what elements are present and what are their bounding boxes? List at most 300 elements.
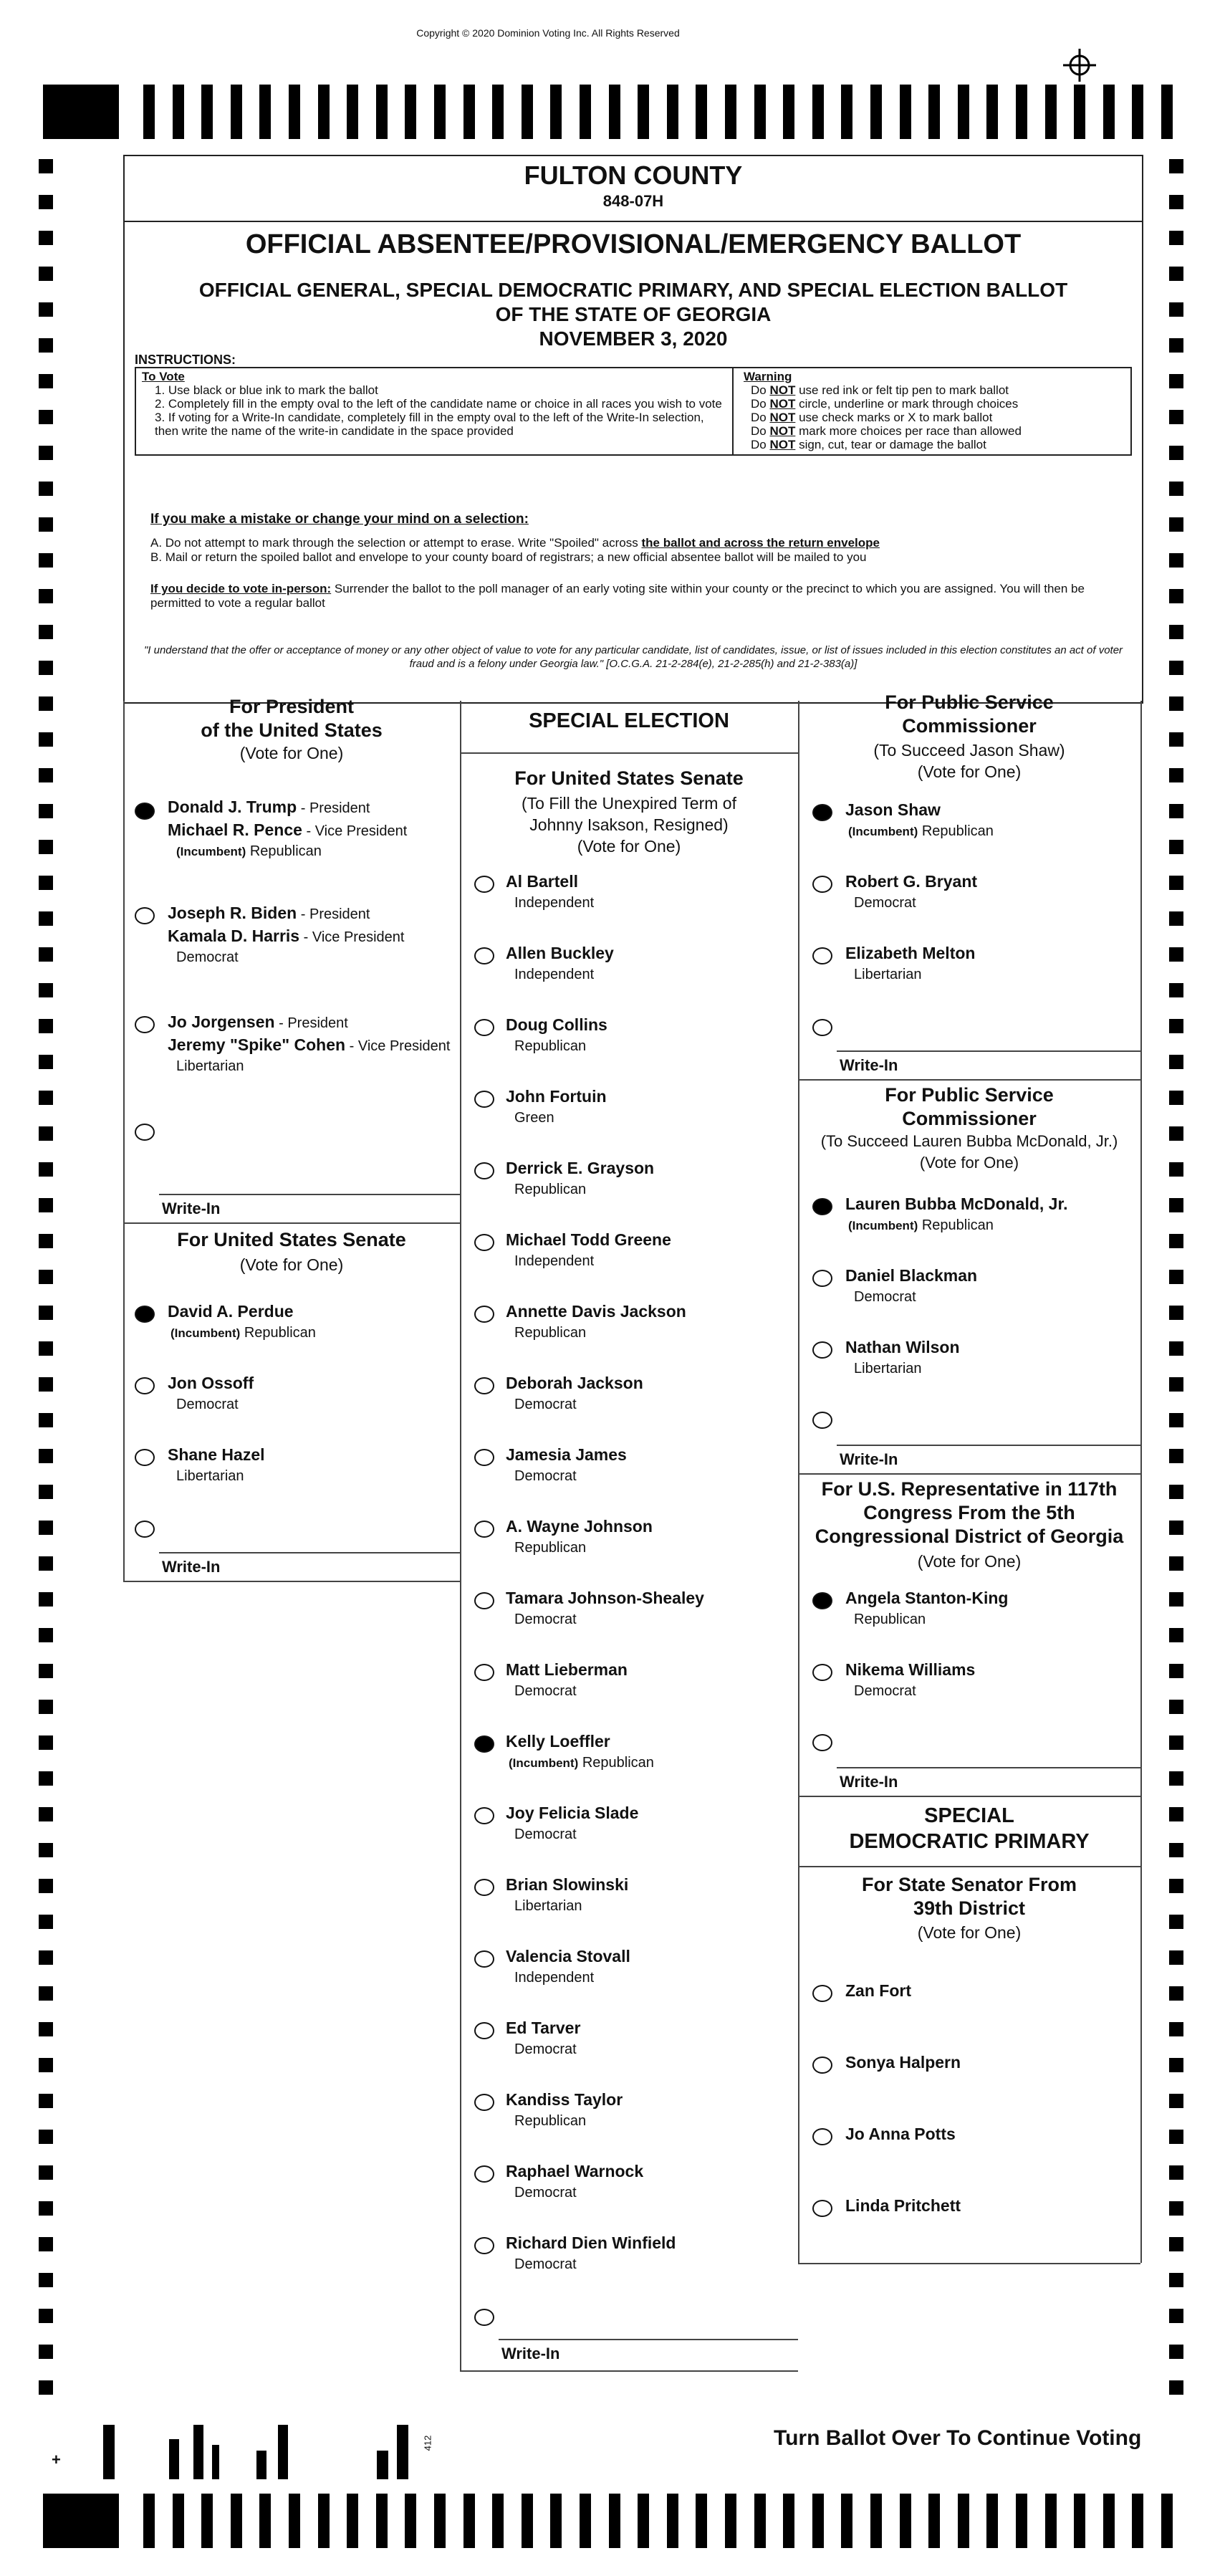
senate-oval-write-in[interactable] (135, 1521, 155, 1538)
psc-shaw-oval-shaw[interactable] (812, 804, 832, 821)
special-senate-oval-write-in[interactable] (474, 2309, 494, 2326)
special-senate-oval[interactable] (474, 1735, 494, 1753)
to-vote-instructions (136, 368, 734, 454)
timing-mark (289, 2494, 300, 2548)
president-oval-write-in[interactable] (135, 1124, 155, 1141)
timing-marks-bottom (43, 2494, 1189, 2548)
side-timing-mark (39, 768, 53, 782)
timing-mark (725, 2494, 736, 2548)
timing-mark (986, 2494, 998, 2548)
president-oval-biden[interactable] (135, 907, 155, 924)
subtitle-line-2: OF THE STATE OF GEORGIA (495, 303, 772, 325)
side-timing-mark (39, 661, 53, 675)
special-senate-oval[interactable] (474, 1950, 494, 1968)
senate-race-bottom-rule (123, 1581, 460, 1582)
candidate-pence: Michael R. Pence - Vice President (168, 820, 408, 839)
side-timing-mark (1169, 553, 1183, 568)
side-timing-mark (1169, 2309, 1183, 2323)
president-oval-trump[interactable] (135, 803, 155, 820)
warning-item: Do NOT use red ink or felt tip pen to mark ballot (751, 383, 1009, 397)
side-timing-mark (1169, 338, 1183, 353)
party-biden: Democrat (176, 949, 239, 965)
timing-mark (900, 2494, 911, 2548)
county-name: FULTON COUNTY (524, 161, 743, 190)
special-senate-candidate-party: Republican (514, 1182, 587, 1197)
state-senate-oval-potts[interactable] (812, 2128, 832, 2145)
timing-mark (550, 85, 562, 139)
special-senate-candidate-name: Derrick E. Grayson (506, 1159, 655, 1177)
mistake-step-a-emphasis: the ballot and across the return envelope (641, 536, 880, 550)
special-senate-candidate-name: A. Wayne Johnson (506, 1517, 653, 1536)
timing-mark (259, 85, 271, 139)
ballot-header (123, 155, 1143, 704)
candidate-pritchett: Linda Pritchett (845, 2196, 961, 2215)
header-divider (125, 221, 1142, 222)
party-williams: Democrat (854, 1683, 916, 1699)
timing-mark (754, 2494, 766, 2548)
candidate-stanton-king: Angela Stanton-King (845, 1589, 1009, 1607)
special-senate-candidate-name: Kelly Loeffler (506, 1732, 610, 1751)
president-title-line-1: For President (229, 696, 355, 717)
us-senate-vote-for: (Vote for One) (239, 1255, 344, 1274)
election-date: NOVEMBER 3, 2020 (539, 327, 728, 350)
timing-mark (43, 2494, 119, 2548)
barcode-bar (193, 2425, 203, 2479)
side-timing-mark (39, 732, 53, 747)
timing-mark (609, 85, 620, 139)
party-wilson: Libertarian (854, 1361, 922, 1376)
side-timing-mark (39, 2380, 53, 2395)
to-vote-step: 2. Completely fill in the empty oval to the left of the candidate name or choice in all races you wish to vote (155, 397, 722, 411)
side-timing-mark (1169, 804, 1183, 818)
candidate-jorgensen: Jo Jorgensen - President (168, 1012, 348, 1031)
side-timing-mark (39, 374, 53, 388)
side-timing-mark (39, 159, 53, 173)
psc-shaw-oval-bryant[interactable] (812, 876, 832, 893)
registration-plus-icon: + (52, 2451, 61, 2469)
side-timing-mark (39, 1270, 53, 1284)
special-senate-candidate-party: Democrat (514, 1826, 577, 1842)
in-person-heading: If you decide to vote in-person: (150, 582, 332, 595)
special-senate-candidate-party: Republican (514, 1038, 587, 1054)
us-rep-title-line-3: Congressional District of Georgia (815, 1526, 1124, 1547)
special-senate-candidate-party: Democrat (514, 2256, 577, 2272)
timing-marks-top (43, 85, 1189, 139)
side-timing-mark (39, 1341, 53, 1356)
timing-mark (405, 85, 416, 139)
barcode-bar (278, 2425, 288, 2479)
side-timing-mark (1169, 2273, 1183, 2287)
psc-shaw-write-in-line (837, 1050, 1140, 1052)
timing-mark (405, 2494, 416, 2548)
party-hazel: Libertarian (176, 1468, 244, 1484)
president-race-bottom-rule (123, 1222, 460, 1224)
special-senate-oval[interactable] (474, 1234, 494, 1251)
timing-mark (1016, 2494, 1027, 2548)
special-senate-oval[interactable] (474, 1019, 494, 1036)
side-timing-mark (1169, 1270, 1183, 1284)
special-senate-candidate-name: Al Bartell (506, 872, 578, 891)
psc-shaw-title-line-2: Commissioner (902, 715, 1037, 737)
candidate-trump: Donald J. Trump - President (168, 798, 370, 816)
timing-mark (231, 85, 242, 139)
psc-mcdonald-oval-blackman[interactable] (812, 1270, 832, 1287)
candidate-harris: Kamala D. Harris - Vice President (168, 927, 405, 945)
special-senate-oval[interactable] (474, 1879, 494, 1896)
special-senate-oval[interactable] (474, 1449, 494, 1466)
special-senate-candidate-party: Democrat (514, 2041, 577, 2057)
psc-shaw-note-text: (To Succeed Jason Shaw) (873, 741, 1065, 760)
timing-mark (841, 85, 852, 139)
in-person-text: Surrender the ballot to the poll manager of an early voting site within your county or the precinct to which you are assigned. You will then be permitted to vote a regular ballot (150, 582, 1085, 610)
special-senate-candidate-party: Democrat (514, 1683, 577, 1699)
timing-mark (173, 85, 184, 139)
side-timing-mark (39, 1019, 53, 1033)
timing-mark (231, 2494, 242, 2548)
barcode-bar (103, 2425, 115, 2479)
side-timing-mark (1169, 1306, 1183, 1320)
side-timing-mark (39, 2094, 53, 2108)
turn-over-notice: Turn Ballot Over To Continue Voting (774, 2426, 1142, 2450)
side-timing-mark (39, 2345, 53, 2359)
side-timing-mark (1169, 947, 1183, 962)
mistake-heading: If you make a mistake or change your mind on a selection: (150, 512, 529, 527)
special-senate-note-line-1: (To Fill the Unexpired Term of (522, 794, 736, 813)
side-timing-mark (1169, 983, 1183, 997)
us-rep-oval-stanton-king[interactable] (812, 1592, 832, 1609)
side-timing-mark (39, 589, 53, 603)
side-timing-mark (1169, 1915, 1183, 1929)
timing-mark (783, 2494, 794, 2548)
party-trump: (Incumbent) Republican (176, 843, 322, 859)
subtitle-line-1: OFFICIAL GENERAL, SPECIAL DEMOCRATIC PRIMARY, AND SPECIAL ELECTION BALLOT (198, 279, 1068, 301)
side-timing-mark (39, 2273, 53, 2287)
side-timing-mark (39, 1700, 53, 1714)
side-timing-mark (1169, 1592, 1183, 1607)
mistake-step-b: B. Mail or return the spoiled ballot and envelope to your county board of registrars; a new official absentee ballot will be mailed to you (150, 550, 867, 564)
side-timing-mark (39, 267, 53, 281)
side-timing-mark (1169, 2237, 1183, 2251)
timing-mark (841, 2494, 852, 2548)
psc-shaw-oval-melton[interactable] (812, 947, 832, 964)
timing-mark (201, 2494, 213, 2548)
us-rep-vote-for: (Vote for One) (917, 1552, 1022, 1571)
column-1-left-rule (123, 701, 125, 1582)
side-timing-mark (1169, 1879, 1183, 1893)
party-bryant: Democrat (854, 895, 916, 911)
candidate-bryant: Robert G. Bryant (845, 872, 978, 891)
special-senate-oval[interactable] (474, 876, 494, 893)
us-senate-race-title: For United States Senate (177, 1229, 406, 1250)
special-senate-candidate-name: Matt Lieberman (506, 1660, 628, 1679)
side-timing-mark (1169, 876, 1183, 890)
side-timing-mark (1169, 1341, 1183, 1356)
side-timing-mark (39, 840, 53, 854)
timing-mark (492, 85, 504, 139)
to-vote-heading: To Vote (142, 370, 185, 383)
side-timing-mark (1169, 1198, 1183, 1212)
timing-mark (725, 85, 736, 139)
special-senate-candidate-party: Republican (514, 1325, 587, 1341)
side-timing-mark (1169, 840, 1183, 854)
special-senate-write-in-label: Write-In (501, 2345, 560, 2362)
candidate-ossoff: Jon Ossoff (168, 1374, 254, 1392)
side-timing-mark (1169, 1843, 1183, 1857)
timing-mark (667, 85, 678, 139)
psc-mcdonald-oval-mcdonald[interactable] (812, 1198, 832, 1215)
side-timing-mark (39, 876, 53, 890)
timing-mark (900, 85, 911, 139)
timing-mark (1074, 85, 1085, 139)
special-senate-write-in-line (499, 2339, 798, 2340)
side-timing-mark (1169, 661, 1183, 675)
side-timing-mark (1169, 1628, 1183, 1642)
timing-mark (986, 85, 998, 139)
senate-oval-ossoff[interactable] (135, 1377, 155, 1394)
special-senate-candidate-party: Republican (514, 1540, 587, 1556)
special-senate-candidate-name: Deborah Jackson (506, 1374, 643, 1392)
timing-mark (696, 2494, 707, 2548)
us-rep-bottom-rule (798, 1796, 1140, 1797)
timing-mark (870, 2494, 882, 2548)
party-melton: Libertarian (854, 967, 922, 982)
timing-mark (1103, 2494, 1115, 2548)
barcode-bar (169, 2439, 179, 2479)
special-senate-oval[interactable] (474, 2237, 494, 2254)
side-timing-mark (39, 195, 53, 209)
special-senate-candidate-party: Independent (514, 1970, 595, 1986)
side-timing-mark (39, 911, 53, 926)
timing-mark (812, 85, 824, 139)
side-timing-mark (1169, 1735, 1183, 1750)
timing-mark (201, 85, 213, 139)
side-timing-mark (1169, 2380, 1183, 2395)
side-timing-mark (1169, 2094, 1183, 2108)
candidate-halpern: Sonya Halpern (845, 2053, 961, 2072)
ballot-subtitle (125, 278, 1142, 351)
side-timing-mark (1169, 1950, 1183, 1965)
side-timing-mark (1169, 302, 1183, 317)
psc-shaw-note (798, 739, 1140, 782)
timing-mark (463, 2494, 475, 2548)
special-election-heading-rule (460, 752, 798, 754)
state-senate-oval-fort[interactable] (812, 1985, 832, 2002)
column-2-left-rule (460, 752, 461, 2372)
us-rep-write-in-label: Write-In (840, 1773, 898, 1791)
sheet-number: 412 (422, 2435, 433, 2451)
side-timing-mark (39, 2309, 53, 2323)
special-primary-heading-rule (798, 1866, 1140, 1867)
side-timing-mark (1169, 589, 1183, 603)
side-timing-mark (1169, 1377, 1183, 1392)
special-senate-vote-for: (Vote for One) (577, 837, 681, 856)
special-senate-candidate-party: Independent (514, 967, 595, 982)
psc-shaw-oval-write-in[interactable] (812, 1019, 832, 1036)
side-timing-mark (39, 1413, 53, 1427)
special-senate-candidate-party: Democrat (514, 1397, 577, 1412)
special-senate-oval[interactable] (474, 1377, 494, 1394)
side-timing-mark (39, 302, 53, 317)
state-senate-title-line-2: 39th District (913, 1897, 1026, 1919)
candidate-perdue: David A. Perdue (168, 1302, 294, 1321)
side-timing-mark (1169, 1556, 1183, 1571)
president-race-title (123, 695, 460, 742)
candidate-potts: Jo Anna Potts (845, 2125, 956, 2143)
side-timing-mark (39, 696, 53, 711)
timing-mark (463, 85, 475, 139)
state-senate-bottom-rule (798, 2263, 1140, 2264)
special-senate-oval[interactable] (474, 1807, 494, 1824)
side-timing-mark (39, 2022, 53, 2036)
candidate-melton: Elizabeth Melton (845, 944, 976, 962)
us-rep-oval-williams[interactable] (812, 1664, 832, 1681)
special-election-heading: SPECIAL ELECTION (529, 709, 729, 732)
column-3-right-rule (1140, 701, 1142, 2263)
senate-oval-hazel[interactable] (135, 1449, 155, 1466)
special-senate-candidate-name: Kandiss Taylor (506, 2090, 623, 2109)
special-senate-oval[interactable] (474, 1162, 494, 1179)
warning-item: Do NOT sign, cut, tear or damage the ballot (751, 438, 986, 451)
special-primary-heading-line-1: SPECIAL (924, 1804, 1014, 1827)
psc-mcdonald-note (798, 1131, 1140, 1174)
special-senate-candidate-party: Democrat (514, 1612, 577, 1627)
side-timing-mark (1169, 1771, 1183, 1786)
side-timing-mark (39, 338, 53, 353)
special-senate-oval[interactable] (474, 2022, 494, 2039)
side-timing-mark (39, 231, 53, 245)
timing-mark (958, 2494, 969, 2548)
psc-mcdonald-title-line-2: Commissioner (902, 1108, 1037, 1129)
timing-mark (1132, 85, 1143, 139)
timing-mark (609, 2494, 620, 2548)
side-timing-mark (39, 1879, 53, 1893)
timing-mark (434, 2494, 446, 2548)
special-senate-note-line-2: Johnny Isakson, Resigned) (529, 815, 729, 834)
psc-mcdonald-note-text: (To Succeed Lauren Bubba McDonald, Jr.) (820, 1132, 1118, 1150)
voter-fraud-statement: "I understand that the offer or acceptance of money or any other object of value to vote for any particular candidate, list of candidates, issue, or list of issues included in this election constitutes an act of voter fraud and is a felony under Georgia law." [O.C.G.A. 21-2-284(e), 21-2-285(h) and 21-2-383(a)] (143, 644, 1123, 670)
side-timing-mark (39, 947, 53, 962)
special-senate-candidate-name: Allen Buckley (506, 944, 614, 962)
barcode-bar (397, 2425, 408, 2479)
senate-write-in-line (159, 1552, 460, 1553)
side-timing-mark (39, 517, 53, 532)
timing-mark (43, 85, 119, 139)
president-vote-for: (Vote for One) (239, 744, 344, 762)
candidate-blackman: Daniel Blackman (845, 1266, 978, 1285)
psc-mcdonald-write-in-line (837, 1445, 1140, 1446)
side-timing-mark (39, 1986, 53, 2001)
ballot-style-code: 848-07H (602, 192, 664, 210)
candidate-hazel: Shane Hazel (168, 1445, 265, 1464)
state-senate-oval-pritchett[interactable] (812, 2200, 832, 2217)
timing-mark (173, 2494, 184, 2548)
special-senate-oval[interactable] (474, 1521, 494, 1538)
special-senate-candidate-name: Ed Tarver (506, 2019, 581, 2037)
side-timing-mark (39, 1771, 53, 1786)
special-senate-oval[interactable] (474, 1592, 494, 1609)
side-marks-left (39, 0, 53, 2576)
timing-mark (522, 2494, 533, 2548)
special-senate-oval[interactable] (474, 2094, 494, 2111)
party-blackman: Democrat (854, 1289, 916, 1305)
side-timing-mark (1169, 1091, 1183, 1105)
special-primary-heading-line-2: DEMOCRATIC PRIMARY (849, 1830, 1090, 1853)
side-timing-mark (39, 1807, 53, 1821)
timing-mark (580, 85, 591, 139)
side-timing-mark (1169, 374, 1183, 388)
special-senate-candidate-party: Democrat (514, 2185, 577, 2201)
special-senate-candidate-party: (Incumbent) Republican (509, 1755, 654, 1771)
special-senate-oval[interactable] (474, 947, 494, 964)
special-senate-note (460, 793, 798, 857)
side-timing-mark (39, 1556, 53, 1571)
state-senate-oval-halpern[interactable] (812, 2057, 832, 2074)
candidate-mcdonald: Lauren Bubba McDonald, Jr. (845, 1194, 1068, 1213)
side-timing-mark (1169, 2130, 1183, 2144)
barcode-bar (212, 2445, 219, 2479)
us-rep-write-in-line (837, 1767, 1140, 1768)
senate-oval-perdue[interactable] (135, 1306, 155, 1323)
special-senate-candidate-name: Valencia Stovall (506, 1947, 630, 1965)
side-timing-mark (1169, 1807, 1183, 1821)
candidate-wilson: Nathan Wilson (845, 1338, 960, 1356)
timing-mark (696, 85, 707, 139)
psc-mcdonald-oval-write-in[interactable] (812, 1412, 832, 1429)
special-senate-oval[interactable] (474, 2165, 494, 2183)
senate-write-in-label: Write-In (162, 1558, 221, 1576)
copyright-notice: Copyright © 2020 Dominion Voting Inc. All Rights Reserved (416, 27, 680, 39)
special-senate-candidate-party: Democrat (514, 1468, 577, 1484)
special-senate-oval[interactable] (474, 1664, 494, 1681)
special-senate-candidate-party: Republican (514, 2113, 587, 2129)
special-senate-candidate-party: Independent (514, 1253, 595, 1269)
psc-mcdonald-title-line-1: For Public Service (885, 1084, 1054, 1106)
us-rep-oval-write-in[interactable] (812, 1734, 832, 1751)
special-senate-candidate-name: Doug Collins (506, 1015, 607, 1034)
special-senate-candidate-name: John Fortuin (506, 1087, 607, 1106)
timing-mark (376, 2494, 388, 2548)
timing-mark (638, 2494, 649, 2548)
timing-mark (928, 2494, 940, 2548)
side-timing-mark (39, 804, 53, 818)
side-timing-mark (39, 1592, 53, 1607)
side-timing-mark (1169, 267, 1183, 281)
timing-mark (143, 85, 155, 139)
side-timing-mark (1169, 2201, 1183, 2216)
side-timing-mark (1169, 482, 1183, 496)
side-timing-mark (39, 410, 53, 424)
psc-mcdonald-race-title (798, 1083, 1140, 1131)
side-timing-mark (1169, 2058, 1183, 2072)
psc-mcdonald-oval-wilson[interactable] (812, 1341, 832, 1359)
president-write-in-line (159, 1194, 460, 1195)
timing-mark (259, 2494, 271, 2548)
side-timing-mark (39, 1091, 53, 1105)
in-person-instructions (150, 582, 1125, 611)
side-timing-mark (39, 2130, 53, 2144)
side-timing-mark (1169, 517, 1183, 532)
party-stanton-king: Republican (854, 1612, 926, 1627)
special-senate-candidate-name: Tamara Johnson-Shealey (506, 1589, 704, 1607)
side-timing-mark (39, 1162, 53, 1177)
special-senate-oval[interactable] (474, 1306, 494, 1323)
side-timing-mark (39, 1735, 53, 1750)
special-senate-oval[interactable] (474, 1091, 494, 1108)
president-oval-jorgensen[interactable] (135, 1016, 155, 1033)
side-timing-mark (39, 482, 53, 496)
ballot-title: OFFICIAL ABSENTEE/PROVISIONAL/EMERGENCY BALLOT (245, 229, 1022, 259)
timing-mark (638, 85, 649, 139)
